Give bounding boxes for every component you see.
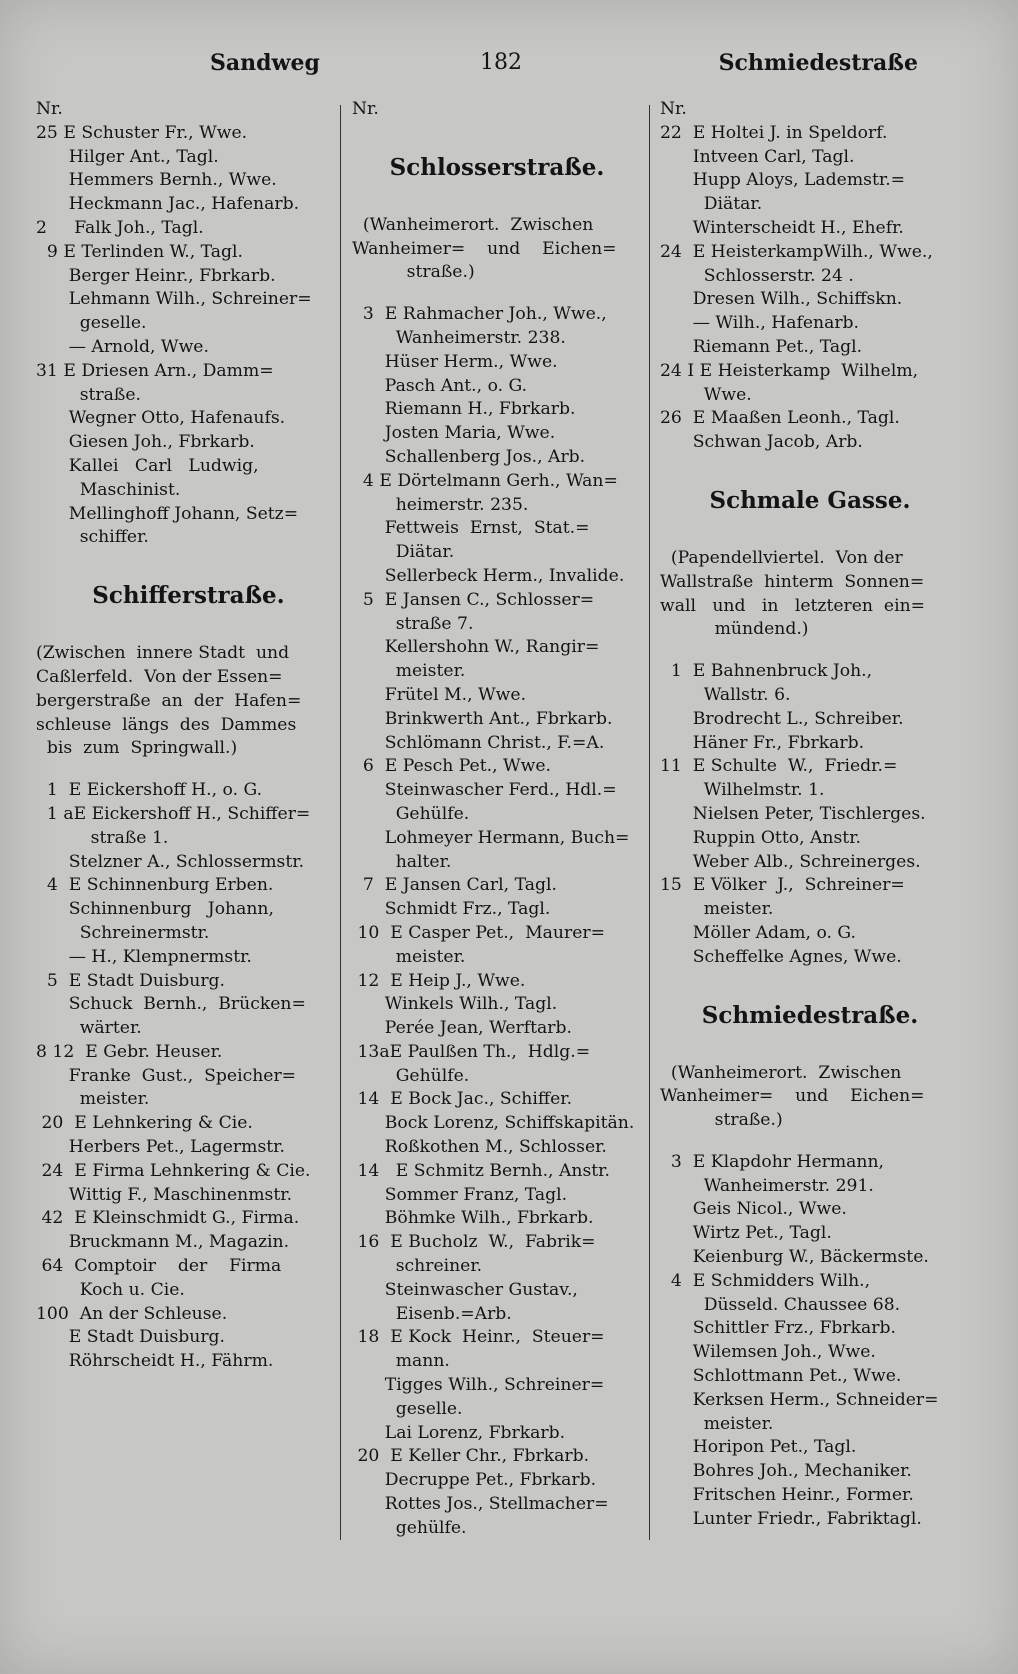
entry-line: Brodrecht L., Schreiber. bbox=[660, 708, 904, 729]
entry-line: Mellinghoff Johann, Setz= bbox=[36, 503, 299, 524]
entry-line: 15 E Völker J., Schreiner= bbox=[660, 875, 905, 896]
entry-line: wall und in letzteren ein= bbox=[660, 595, 926, 616]
entry-line: 4 E Schinnenburg Erben. bbox=[36, 875, 274, 896]
entry-line: wärter. bbox=[36, 1018, 142, 1039]
entry-line: 11 E Schulte W., Friedr.= bbox=[660, 756, 898, 777]
entry-line: Schwan Jacob, Arb. bbox=[660, 432, 863, 453]
entry-line: bergerstraße an der Hafen= bbox=[36, 690, 302, 711]
entry-line: heimerstr. 235. bbox=[352, 494, 529, 515]
entry-line: Stelzner A., Schlossermstr. bbox=[36, 851, 305, 872]
entry-line: 1 E Bahnenbruck Joh., bbox=[660, 661, 873, 682]
spacer bbox=[352, 122, 642, 140]
entry-line: Caßlerfeld. Von der Essen= bbox=[36, 666, 283, 687]
spacer bbox=[36, 550, 341, 568]
entry-line: Steinwascher Gustav., bbox=[352, 1279, 578, 1300]
entry-line: Schreinermstr. bbox=[36, 922, 210, 943]
header-left-street: Sandweg bbox=[210, 50, 320, 76]
entry-line: 4 E Schmidders Wilh., bbox=[660, 1270, 871, 1291]
entry-line: Wallstraße hinterm Sonnen= bbox=[660, 571, 925, 592]
entry-line: Franke Gust., Speicher= bbox=[36, 1065, 297, 1086]
entry-line: Röhrscheidt H., Fährm. bbox=[36, 1351, 274, 1372]
entry-line: Fritschen Heinr., Former. bbox=[660, 1485, 914, 1506]
entry-line: Möller Adam, o. G. bbox=[660, 922, 857, 943]
entry-line: straße.) bbox=[660, 1110, 783, 1131]
entry-line: Josten Maria, Wwe. bbox=[352, 423, 556, 444]
entry-line: 7 E Jansen Carl, Tagl. bbox=[352, 875, 557, 896]
entry-line: Koch u. Cie. bbox=[36, 1279, 185, 1300]
entry-line: schleuse längs des Dammes bbox=[36, 714, 297, 735]
entry-line: schiffer. bbox=[36, 527, 149, 548]
entry-line: Brinkwerth Ant., Fbrkarb. bbox=[352, 708, 613, 729]
column-1 bbox=[36, 98, 341, 1374]
entry-line: Bruckmann M., Magazin. bbox=[36, 1232, 290, 1253]
spacer bbox=[352, 285, 642, 303]
entry-line: Hemmers Bernh., Wwe. bbox=[36, 170, 277, 191]
entry-line: straße. bbox=[36, 384, 142, 405]
spacer bbox=[660, 970, 960, 988]
entry-line: meister. bbox=[36, 1089, 150, 1110]
entry-line: 24 E HeisterkampWilh., Wwe., bbox=[660, 241, 933, 262]
entry-line: Wegner Otto, Hafenaufs. bbox=[36, 408, 286, 429]
street-heading: Schlosserstraße. bbox=[389, 153, 605, 181]
entry-line: 3 E Klapdohr Hermann, bbox=[660, 1151, 885, 1172]
spacer bbox=[660, 1133, 960, 1151]
entry-line: meister. bbox=[352, 946, 466, 967]
column-divider bbox=[649, 105, 650, 1540]
entry-line: Maschinist. bbox=[36, 479, 181, 500]
entry-line: Häner Fr., Fbrkarb. bbox=[660, 732, 865, 753]
entry-line: Schallenberg Jos., Arb. bbox=[352, 446, 586, 467]
spacer bbox=[660, 455, 960, 473]
entry-line: Herbers Pet., Lagermstr. bbox=[36, 1137, 285, 1158]
entry-line: meister. bbox=[352, 661, 466, 682]
entry-line: 3 E Rahmacher Joh., Wwe., bbox=[352, 304, 607, 325]
entry-line: 100 An der Schleuse. bbox=[36, 1303, 228, 1324]
entry-line: 1 E Eickershoff H., o. G. bbox=[36, 780, 263, 801]
entry-line: straße 7. bbox=[352, 613, 474, 634]
entry-line: Düsseld. Chaussee 68. bbox=[660, 1294, 901, 1315]
entry-line: 14 E Schmitz Bernh., Anstr. bbox=[352, 1160, 610, 1181]
entry-line: — Arnold, Wwe. bbox=[36, 336, 209, 357]
entry-line: 1 aE Eickershoff H., Schiffer= bbox=[36, 803, 311, 824]
entry-line: mann. bbox=[352, 1351, 450, 1372]
entry-line: Kerksen Herm., Schneider= bbox=[660, 1389, 939, 1410]
entry-line: 24 I E Heisterkamp Wilhelm, bbox=[660, 360, 919, 381]
entry-line: Intveen Carl, Tagl. bbox=[660, 146, 855, 167]
page-header bbox=[40, 50, 978, 84]
entry-line: Bohres Joh., Mechaniker. bbox=[660, 1461, 912, 1482]
entry-line: geselle. bbox=[352, 1398, 463, 1419]
entry-line: Giesen Joh., Fbrkarb. bbox=[36, 432, 255, 453]
entry-line: gehülfe. bbox=[352, 1517, 467, 1538]
street-heading: Schmiedestraße. bbox=[701, 1001, 919, 1029]
entry-line: Keienburg W., Bäckermste. bbox=[660, 1247, 929, 1268]
entry-line: Schlottmann Pet., Wwe. bbox=[660, 1366, 902, 1387]
header-right-street: Schmiedestraße bbox=[718, 50, 918, 76]
entry-line: Eisenb.=Arb. bbox=[352, 1303, 512, 1324]
entry-line: 14 E Bock Jac., Schiffer. bbox=[352, 1089, 573, 1110]
entry-line: Gehülfe. bbox=[352, 803, 470, 824]
entry-line: 42 E Kleinschmidt G., Firma. bbox=[36, 1208, 300, 1229]
entry-line: Dresen Wilh., Schiffskn. bbox=[660, 289, 903, 310]
entry-line: Schlosserstr. 24 . bbox=[660, 265, 854, 286]
entry-line: Steinwascher Ferd., Hdl.= bbox=[352, 780, 617, 801]
spacer bbox=[36, 761, 341, 779]
entry-line: Heckmann Jac., Hafenarb. bbox=[36, 194, 300, 215]
street-heading: Schmale Gasse. bbox=[709, 486, 911, 514]
entry-line: Lehmann Wilh., Schreiner= bbox=[36, 289, 312, 310]
entry-line: Böhmke Wilh., Fbrkarb. bbox=[352, 1208, 594, 1229]
entry-line: Hupp Aloys, Lademstr.= bbox=[660, 170, 906, 191]
entry-line: halter. bbox=[352, 851, 452, 872]
entry-line: Sommer Franz, Tagl. bbox=[352, 1184, 568, 1205]
entry-line: meister. bbox=[660, 899, 774, 920]
entry-line: Wirtz Pet., Tagl. bbox=[660, 1223, 832, 1244]
spacer bbox=[660, 642, 960, 660]
entry-line: Lohmeyer Hermann, Buch= bbox=[352, 827, 630, 848]
entry-line: 12 E Heip J., Wwe. bbox=[352, 970, 526, 991]
entry-line: Riemann Pet., Tagl. bbox=[660, 336, 863, 357]
entry-line: 20 E Keller Chr., Fbrkarb. bbox=[352, 1446, 590, 1467]
entry-line: Decruppe Pet., Fbrkarb. bbox=[352, 1470, 597, 1491]
entry-line: Wallstr. 6. bbox=[660, 684, 791, 705]
entry-line: straße 1. bbox=[36, 827, 169, 848]
entry-line: Wittig F., Maschinenmstr. bbox=[36, 1184, 293, 1205]
page-number: 182 bbox=[480, 50, 522, 75]
spacer bbox=[660, 1044, 960, 1062]
entry-line: 10 E Casper Pet., Maurer= bbox=[352, 922, 605, 943]
entry-line: Wanheimerstr. 291. bbox=[660, 1175, 874, 1196]
entry-line: 2 Falk Joh., Tagl. bbox=[36, 217, 204, 238]
entry-line: 18 E Kock Heinr., Steuer= bbox=[352, 1327, 605, 1348]
entry-line: Kallei Carl Ludwig, bbox=[36, 455, 259, 476]
entry-line: 5 E Stadt Duisburg. bbox=[36, 970, 226, 991]
entry-line: 9 E Terlinden W., Tagl. bbox=[36, 241, 244, 262]
entry-line: Winkels Wilh., Tagl. bbox=[352, 994, 558, 1015]
entry-line: schreiner. bbox=[352, 1256, 483, 1277]
entry-line: Scheffelke Agnes, Wwe. bbox=[660, 946, 902, 967]
entry-line: Schlömann Christ., F.=A. bbox=[352, 732, 605, 753]
entry-line: Diätar. bbox=[660, 194, 763, 215]
entry-line: Gehülfe. bbox=[352, 1065, 470, 1086]
entry-line: E Stadt Duisburg. bbox=[36, 1327, 226, 1348]
entry-line: Fettweis Ernst, Stat.= bbox=[352, 518, 590, 539]
entry-line: 6 E Pesch Pet., Wwe. bbox=[352, 756, 552, 777]
entry-line: Wanheimerstr. 238. bbox=[352, 327, 566, 348]
entry-line: Geis Nicol., Wwe. bbox=[660, 1199, 847, 1220]
entry-line: Rottes Jos., Stellmacher= bbox=[352, 1494, 609, 1515]
entry-line: 26 E Maaßen Leonh., Tagl. bbox=[660, 408, 900, 429]
entry-line: Wwe. bbox=[660, 384, 752, 405]
entry-line: 8 12 E Gebr. Heuser. bbox=[36, 1041, 223, 1062]
entry-line: Lunter Friedr., Fabriktagl. bbox=[660, 1508, 922, 1529]
entry-line: Riemann H., Fbrkarb. bbox=[352, 399, 576, 420]
entry-line: Wanheimer= und Eichen= bbox=[660, 1086, 925, 1107]
entry-line: Berger Heinr., Fbrkarb. bbox=[36, 265, 276, 286]
entry-line: Horipon Pet., Tagl. bbox=[660, 1437, 857, 1458]
spacer bbox=[352, 196, 642, 214]
entry-line: Tigges Wilh., Schreiner= bbox=[352, 1375, 605, 1396]
entry-line: Wilhelmstr. 1. bbox=[660, 780, 825, 801]
entry-line: (Wanheimerort. Zwischen bbox=[660, 1062, 902, 1083]
spacer bbox=[36, 624, 341, 642]
entry-line: Nr. bbox=[36, 99, 63, 119]
entry-line: Sellerbeck Herm., Invalide. bbox=[352, 565, 625, 586]
entry-line: 20 E Lehnkering & Cie. bbox=[36, 1113, 253, 1134]
entry-line: Schittler Frz., Fbrkarb. bbox=[660, 1318, 896, 1339]
entry-line: Ruppin Otto, Anstr. bbox=[660, 827, 862, 848]
entry-line: 25 E Schuster Fr., Wwe. bbox=[36, 122, 248, 143]
entry-line: 64 Comptoir der Firma bbox=[36, 1256, 282, 1277]
column-2 bbox=[352, 98, 642, 1541]
entry-line: Diätar. bbox=[352, 542, 455, 563]
entry-line: Wanheimer= und Eichen= bbox=[352, 238, 617, 259]
entry-line: 4 E Dörtelmann Gerh., Wan= bbox=[352, 470, 618, 491]
entry-line: 5 E Jansen C., Schlosser= bbox=[352, 589, 595, 610]
entry-line: Winterscheidt H., Ehefr. bbox=[660, 217, 904, 238]
entry-line: mündend.) bbox=[660, 619, 809, 640]
entry-line: Lai Lorenz, Fbrkarb. bbox=[352, 1422, 566, 1443]
entry-line: Hüser Herm., Wwe. bbox=[352, 351, 558, 372]
entry-line: Nielsen Peter, Tischlerges. bbox=[660, 803, 926, 824]
entry-line: Roßkothen M., Schlosser. bbox=[352, 1137, 607, 1158]
entry-line: (Zwischen innere Stadt und bbox=[36, 643, 290, 664]
entry-line: — H., Klempnermstr. bbox=[36, 946, 252, 967]
entry-line: Weber Alb., Schreinerges. bbox=[660, 851, 921, 872]
entry-line: 22 E Holtei J. in Speldorf. bbox=[660, 122, 888, 143]
entry-line: (Papendellviertel. Von der bbox=[660, 547, 903, 568]
entry-line: Nr. bbox=[660, 99, 687, 119]
entry-line: geselle. bbox=[36, 313, 147, 334]
entry-line: Bock Lorenz, Schiffskapitän. bbox=[352, 1113, 635, 1134]
entry-line: 31 E Driesen Arn., Damm= bbox=[36, 360, 274, 381]
spacer bbox=[660, 529, 960, 547]
entry-line: Schinnenburg Johann, bbox=[36, 899, 274, 920]
street-heading: Schifferstraße. bbox=[92, 582, 285, 610]
entry-line: Wilemsen Joh., Wwe. bbox=[660, 1342, 876, 1363]
entry-line: Hilger Ant., Tagl. bbox=[36, 146, 219, 167]
entry-line: bis zum Springwall.) bbox=[36, 738, 238, 759]
entry-line: Kellershohn W., Rangir= bbox=[352, 637, 600, 658]
entry-line: (Wanheimerort. Zwischen bbox=[352, 214, 594, 235]
entry-line: Schmidt Frz., Tagl. bbox=[352, 899, 551, 920]
entry-line: Nr. bbox=[352, 99, 379, 119]
entry-line: Pasch Ant., o. G. bbox=[352, 375, 528, 396]
entry-line: meister. bbox=[660, 1413, 774, 1434]
entry-line: Schuck Bernh., Brücken= bbox=[36, 994, 306, 1015]
entry-line: straße.) bbox=[352, 262, 475, 283]
entry-line: 24 E Firma Lehnkering & Cie. bbox=[36, 1160, 311, 1181]
entry-line: Frütel M., Wwe. bbox=[352, 684, 527, 705]
entry-line: 16 E Bucholz W., Fabrik= bbox=[352, 1232, 596, 1253]
column-3 bbox=[660, 98, 960, 1532]
entry-line: 13aE Paulßen Th., Hdlg.= bbox=[352, 1041, 591, 1062]
entry-line: Perée Jean, Werftarb. bbox=[352, 1018, 572, 1039]
entry-line: — Wilh., Hafenarb. bbox=[660, 313, 860, 334]
